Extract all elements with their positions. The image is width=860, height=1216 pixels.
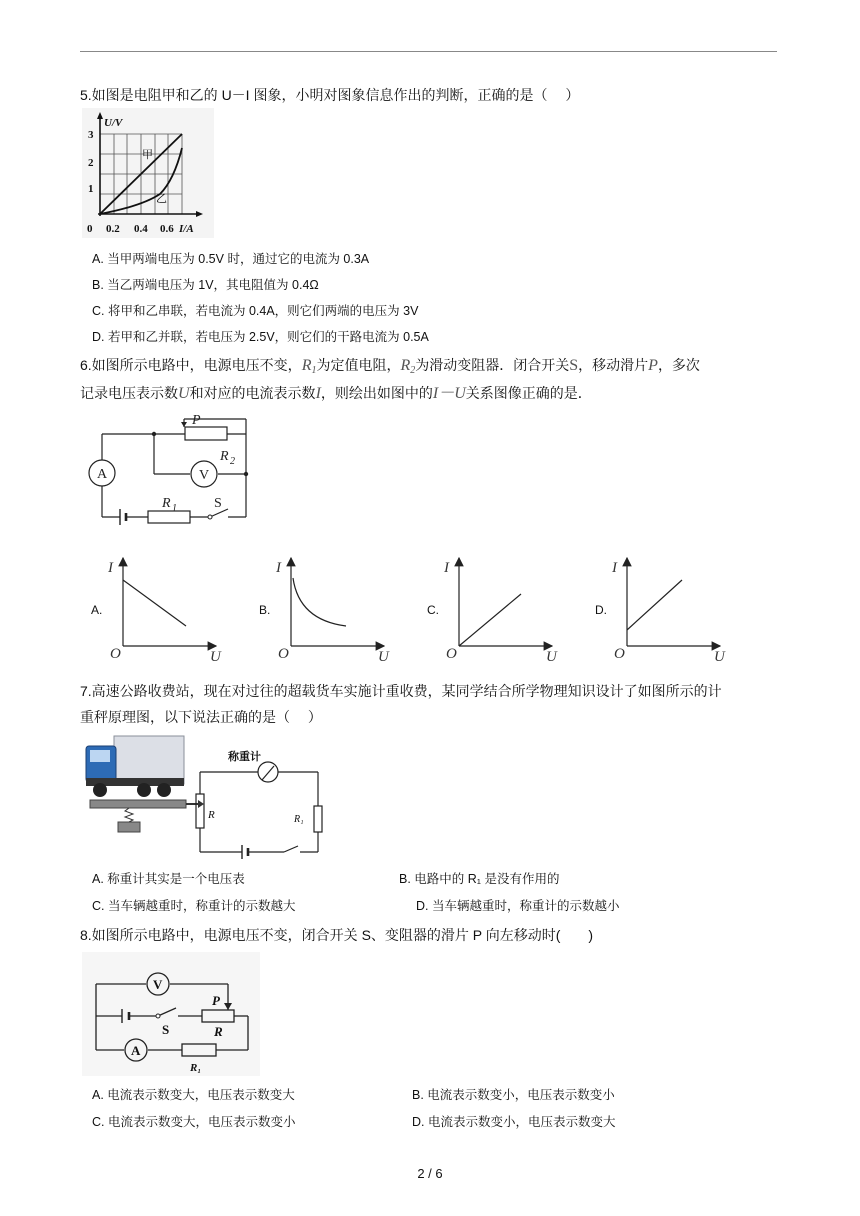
q6-option-graphs [88, 550, 748, 664]
voltmeter-symbol: V [153, 977, 163, 992]
q6-stem-line2: 记录电压表示数U和对应的电流表示数I，则绘出如图中的I－U关系图像正确的是． [80, 385, 592, 402]
q5-option-d: D. 若甲和乙并联，若电压为 2.5V，则它们的干路电流为 0.5A [92, 330, 429, 344]
q6-graph-b-y: I [276, 560, 281, 576]
q7-stem-line1: 7.高速公路收费站，现在对过往的超载货车实施计重收费，某同学结合所学物理知识设计了如图所示的计 [80, 683, 722, 699]
q6-graph-c-x: U [546, 649, 557, 664]
r1-label: R₁ [190, 1062, 202, 1074]
q8-option-d: D. 电流表示数变小，电压表示数变大 [412, 1115, 616, 1129]
q7-option-d: D. 当车辆越重时，称重计的示数越小 [416, 899, 620, 913]
q8-option-a: A. 电流表示数变大，电压表示数变大 [92, 1088, 295, 1102]
q6-graph-c-y: I [444, 560, 449, 576]
q5-xtick: 0.4 [134, 223, 148, 235]
slider-p-label: P [192, 413, 201, 428]
q5-y-axis-label: U/V [104, 117, 123, 129]
q6-stem-line1: 6.如图所示电路中，电源电压不变，$R_1$为定值电阻，$R_2$为滑动变阻器．闭合开关S，移动滑片P，多次 [80, 357, 700, 376]
q6-graph-a-x: U [210, 649, 221, 664]
rheostat-r-label: R [214, 1024, 223, 1039]
q8-option-b: B. 电流表示数变小，电压表示数变小 [412, 1088, 615, 1102]
q8-option-c: C. 电流表示数变大，电压表示数变小 [92, 1115, 296, 1129]
q5-xtick: 0 [87, 223, 93, 235]
q5-ytick: 2 [88, 157, 94, 169]
q6-graph-c-o: O [446, 646, 457, 662]
q6-option-c-label: C. [427, 603, 439, 617]
r2-label: R [220, 449, 229, 464]
q5-label-yi: 乙 [156, 193, 167, 205]
truck-image [86, 736, 184, 797]
q5-ytick: 1 [88, 183, 94, 195]
q5-stem: 5.如图是电阻甲和乙的 U－I 图象，小明对图象信息作出的判断，正确的是（ ） [80, 87, 580, 103]
q5-ytick: 3 [88, 129, 94, 141]
q6-graph-b-x: U [378, 649, 389, 664]
q8-circuit-diagram [82, 952, 260, 1076]
meter-label: 称重计 [228, 751, 261, 763]
switch-s-label: S [162, 1022, 170, 1037]
q7-option-c: C. 当车辆越重时，称重计的示数越大 [92, 899, 296, 913]
ammeter-symbol: A [131, 1043, 141, 1058]
q7-stem-line2: 重秤原理图，以下说法正确的是（ ） [80, 709, 322, 725]
q5-label-jia: 甲 [142, 149, 153, 161]
q5-ui-graph [82, 108, 214, 238]
q6-option-d-label: D. [595, 603, 607, 617]
q6-graph-a-o: O [110, 646, 121, 662]
q5-option-b: B. 当乙两端电压为 1V，其电阻值为 0.4Ω [92, 278, 319, 292]
q7-option-a: A. 称重计其实是一个电压表 [92, 872, 245, 886]
q6-option-b-label: B. [259, 603, 271, 617]
r1-sub: 1 [172, 503, 177, 514]
switch-s-label: S [214, 496, 222, 511]
q5-xtick: 0.2 [106, 223, 120, 235]
q5-xtick: 0.6 [160, 223, 174, 235]
q6-option-a-label: A. [91, 603, 103, 617]
ammeter-symbol: A [97, 467, 108, 482]
q7-option-b: B. 电路中的 R₁ 是没有作用的 [399, 872, 560, 886]
r1-label: R [162, 496, 171, 511]
q5-option-c: C. 将甲和乙串联，若电流为 0.4A，则它们两端的电压为 3V [92, 304, 419, 318]
q5-x-axis-label: I/A [179, 223, 194, 235]
q6-graph-a-y: I [108, 560, 113, 576]
r1-label: R₁ [294, 814, 304, 825]
page-number: 2 / 6 [417, 1166, 443, 1181]
slider-p-label: P [212, 993, 220, 1008]
q5-option-a: A. 当甲两端电压为 0.5V 时，通过它的电流为 0.3A [92, 252, 370, 266]
r2-sub: 2 [230, 456, 235, 467]
q6-graph-b-o: O [278, 646, 289, 662]
q6-circuit-diagram [82, 413, 254, 525]
q6-graph-d-y: I [612, 560, 617, 576]
q7-weighing-scale-diagram [82, 734, 327, 864]
r-label: R [208, 809, 215, 821]
q6-graph-d-o: O [614, 646, 625, 662]
voltmeter-symbol: V [199, 468, 210, 483]
q8-stem: 8.如图所示电路中，电源电压不变，闭合开关 S、变阻器的滑片 P 向左移动时( ) [80, 927, 594, 943]
q6-graph-d-x: U [714, 649, 725, 664]
header-rule [80, 51, 777, 52]
